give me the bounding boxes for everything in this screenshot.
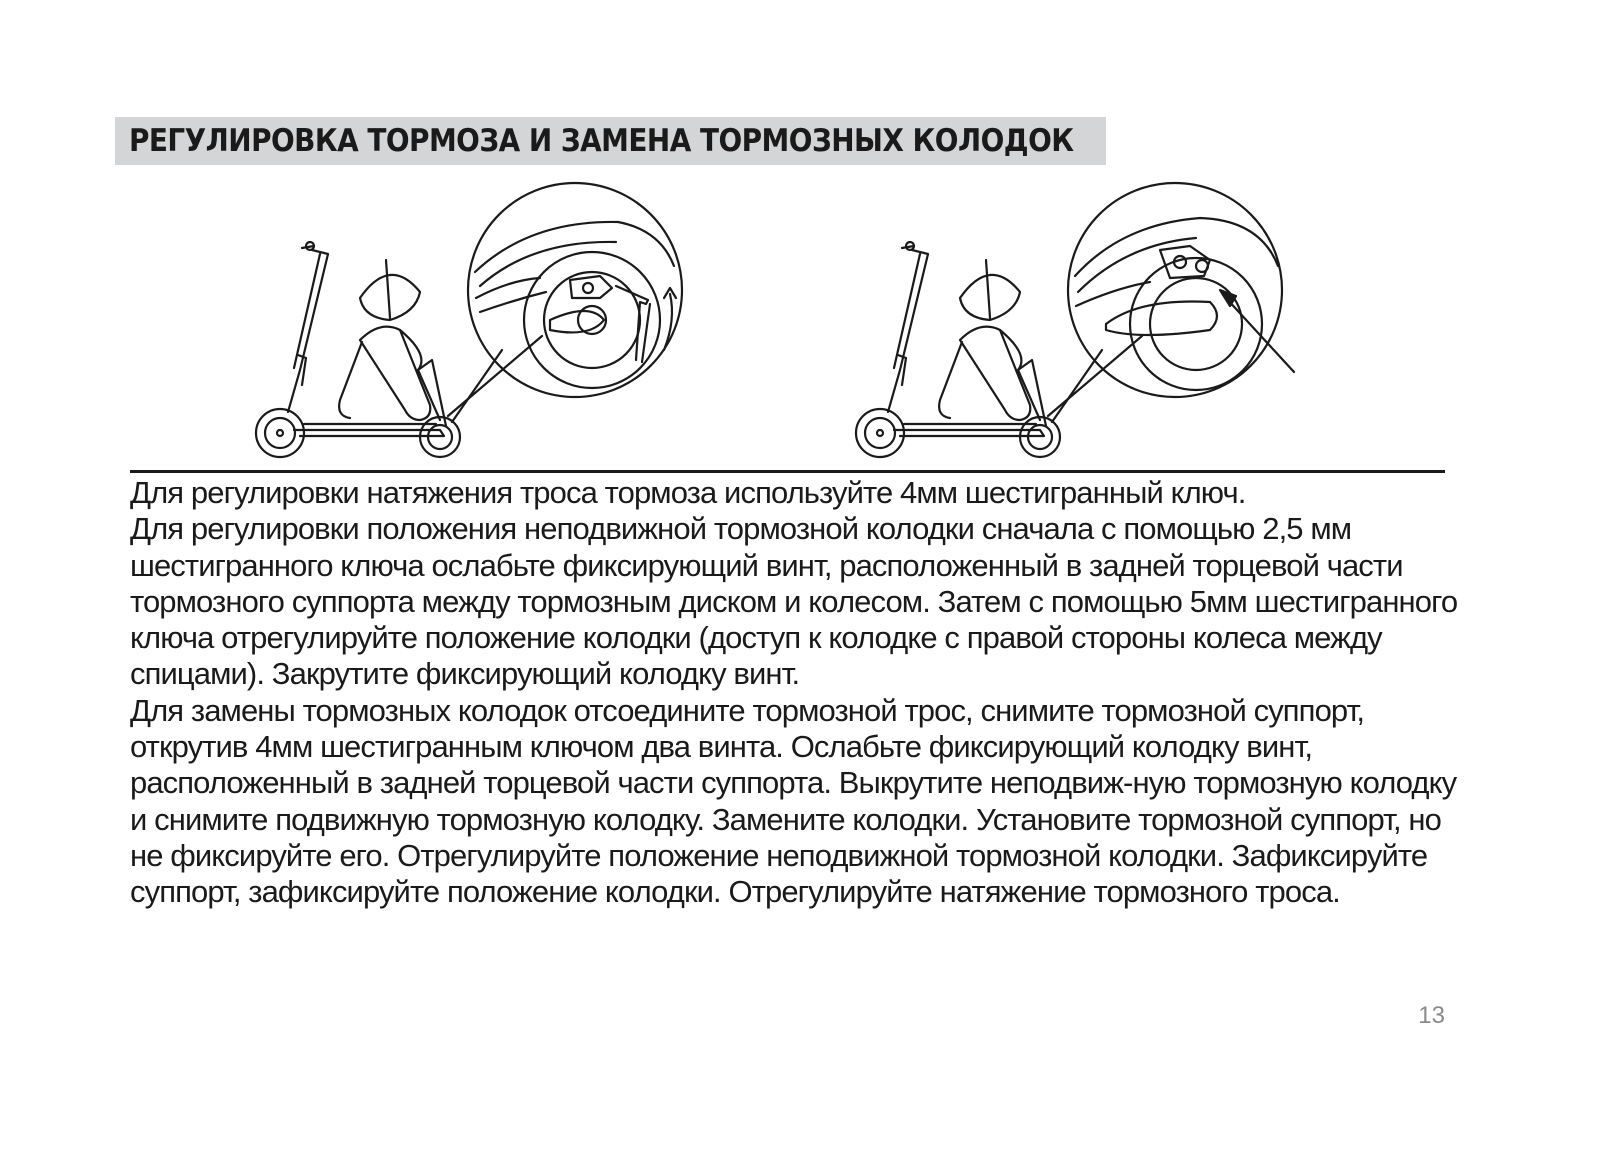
instruction-paragraph-cable-tension: Для регулировки натяжения троса тормоза используйте 4мм шестигранный ключ. (130, 475, 1246, 510)
section-title-bar (115, 117, 1106, 165)
instruction-paragraph-pad-position: Для регулировки положения неподвижной тормозной колодки сначала с помощью 2,5 мм шестигранного ключа ослабьте фиксирующий винт, расположенный в задней торцевой части тормозного суппорта между тормозным диском и колесом. Затем с помощью 5мм шестигранного ключа отрегулируйте положение колодки (доступ к колодке с правой стороны колеса между спицами). Закрутите фиксирующий колодку винт. (130, 511, 1458, 692)
brake-pad-screw-figure (840, 180, 1400, 470)
brake-cable-adjustment-figure (240, 180, 800, 470)
page-number: 13 (1418, 1002, 1445, 1029)
section-title: РЕГУЛИРОВКА ТОРМОЗА И ЗАМЕНА ТОРМОЗНЫХ КОЛОДОК (129, 123, 1074, 159)
section-divider (130, 470, 1445, 473)
scooter-hex-key-adjustment-illustration (240, 180, 800, 470)
instructions-body (130, 475, 1460, 911)
instruction-paragraph-pad-replacement: Для замены тормозных колодок отсоедините тормозной трос, снимите тормозной суппорт, открутив 4мм шестигранным ключом два винта. Ослабьте фиксирующий колодку винт, расположенный в задней торцевой части суппорта. Выкрутите неподвиж-ную тормозную колодку и снимите подвижную тормозную колодку. Замените колодки. Установите тормозной суппорт, но не фиксируйте его. Отрегулируйте положение неподвижной тормозной колодки. Зафиксируйте суппорт, зафиксируйте положение колодки. Отрегулируйте натяжение тормозного троса. (130, 692, 1457, 910)
scooter-brake-pad-screw-illustration (840, 180, 1400, 470)
